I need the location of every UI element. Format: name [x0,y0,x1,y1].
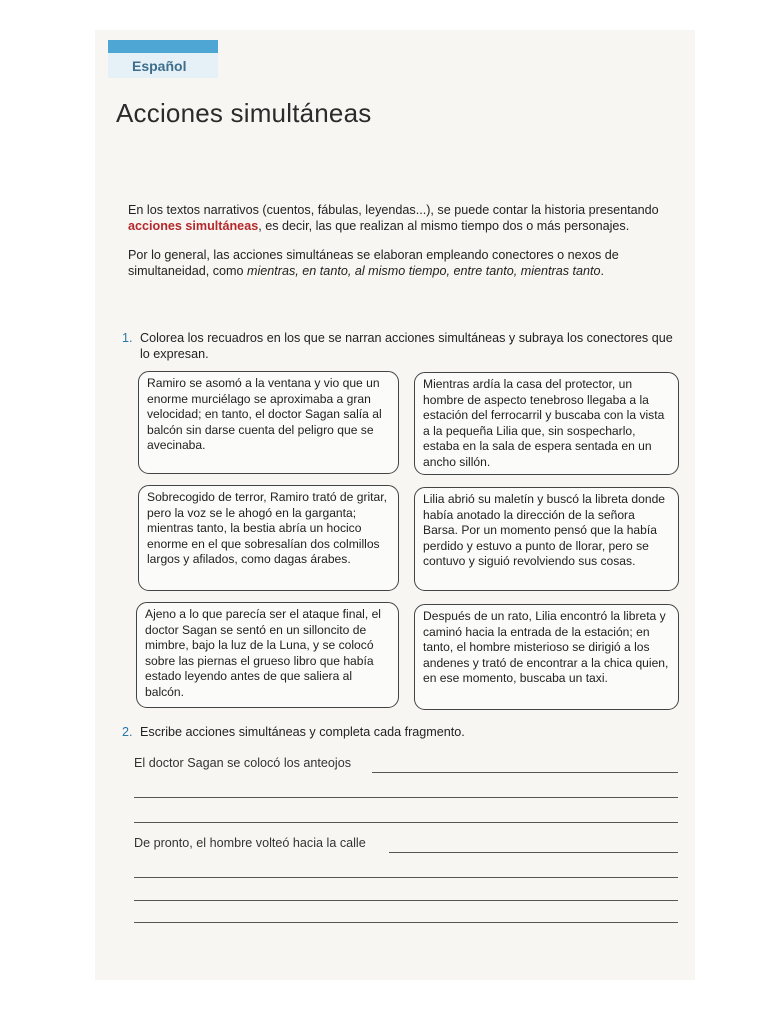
intro-p2-start: Por lo general, las acciones simultáneas se elaboran empleando conectores o nexos de simultaneidad, como [128,248,619,278]
intro-p1-start: En los textos narrativos (cuentos, fábulas, leyendas...), se puede contar la historia presentando [128,203,659,217]
intro-paragraph-1 [128,203,673,234]
exercise-2-text: Escribe acciones simultáneas y completa cada fragmento. [140,725,465,739]
answer-line-1a[interactable] [372,772,678,773]
writing-prompt-1: El doctor Sagan se colocó los anteojos [134,756,352,770]
intro-highlight: acciones simultáneas [128,218,259,233]
writing-prompt-2: De pronto, el hombre volteó hacia la calle [134,836,366,850]
answer-line-2d[interactable] [134,922,678,923]
story-box-3[interactable]: Sobrecogido de terror, Ramiro trató de gritar, pero la voz se le ahogó en la garganta; mientras tanto, la bestia abría un hocico enorme en el que sobresalían dos colmillos largos y afilados, como dagas árabes. [138,485,399,591]
answer-line-2b[interactable] [134,877,678,878]
story-box-5[interactable]: Ajeno a lo que parecía ser el ataque final, el doctor Sagan se sentó en un silloncito de mimbre, bajo la luz de la Luna, y se colocó sobre las piernas el grueso libro que había estado leyendo antes de que saliera al balcón. [136,602,399,708]
exercise-2-instruction [122,725,465,741]
answer-line-2a[interactable] [389,852,678,853]
exercise-1-instruction [122,331,682,362]
story-box-6[interactable]: Después de un rato, Lilia encontró la libreta y caminó hacia la entrada de la estación; en tanto, el hombre misterioso se dirigió a los andenes y trató de encontrar a la chica quien, en ese momento, buscaba un taxi. [414,604,679,710]
page-title: Acciones simultáneas [116,98,372,128]
exercise-1-text: Colorea los recuadros en los que se narran acciones simultáneas y subraya los conectores que lo expresan. [140,331,673,361]
answer-line-1c[interactable] [134,822,678,823]
intro-p1-end: , es decir, las que realizan al mismo tiempo dos o más personajes. [258,218,630,233]
intro-text [128,203,673,293]
exercise-1-number: 1. [122,331,133,345]
story-box-2[interactable]: Mientras ardía la casa del protector, un hombre de aspecto tenebroso llegaba a la estación del ferrocarril y buscaba con la vista a la pequeña Lilia que, sin sospecharlo, estaba en la sala de espera sentada en un ancho sillón. [414,372,679,475]
story-box-4[interactable]: Lilia abrió su maletín y buscó la libreta donde había anotado la dirección de la señora Barsa. Por un momento pensó que la había perdido y estuvo a punto de llorar, pero se contuvo y siguió revolviendo sus cosas. [414,487,679,591]
story-box-1[interactable]: Ramiro se asomó a la ventana y vio que un enorme murciélago se aproximaba a gran velocidad; en tanto, el doctor Sagan salía al balcón sin darse cuenta del peligro que se avecinaba. [138,371,399,474]
intro-p2-end: . [600,263,605,278]
exercise-2-number: 2. [122,725,133,739]
intro-paragraph-2 [128,248,673,279]
intro-connectors: mientras, en tanto, al mismo tiempo, entre tanto, mientras tanto [247,263,601,278]
answer-line-1b[interactable] [134,797,678,798]
answer-line-2c[interactable] [134,900,678,901]
subject-tab [108,40,218,78]
subject-tab-label: Español [132,58,187,74]
subject-tab-bar [108,40,218,53]
